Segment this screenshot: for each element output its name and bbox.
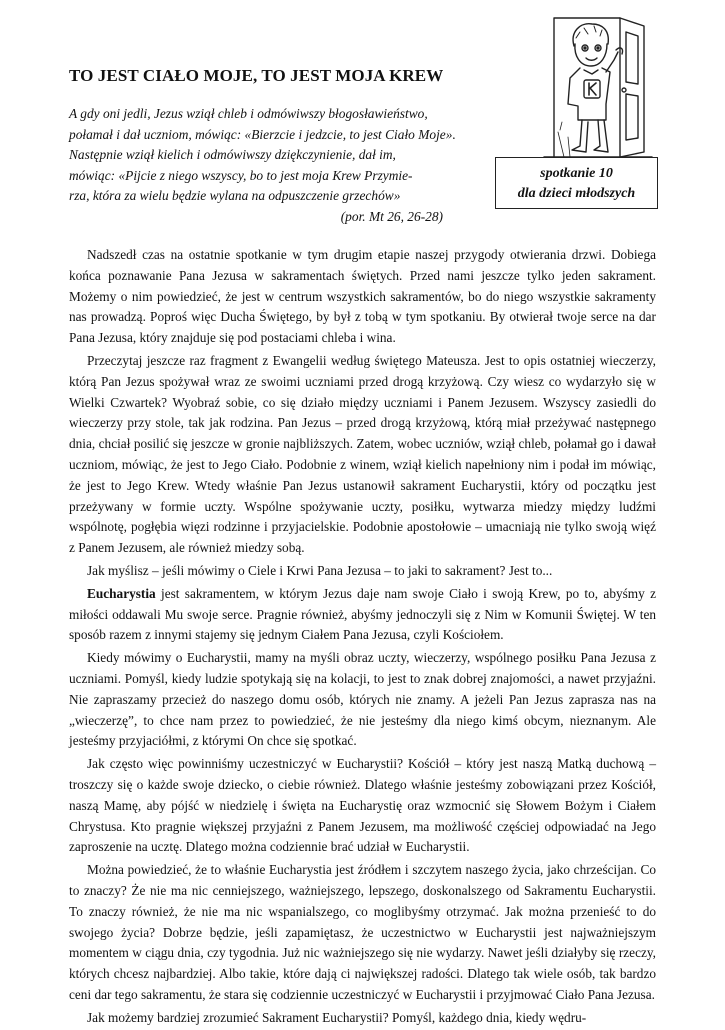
paragraph-text: jest sakramentem, w którym Jezus daje nam swoje Ciało i swoją Krew, po to, abyśmy z miłości oddawali Mu swoje serce. Pragnie również, abyśmy jednoczyli się z Nim w Komunii Świętej. W ten sposób razem z innymi stajemy się jednym Ciałem Pana Jezusa, czyli Kościołem. (69, 585, 656, 643)
paragraph (69, 584, 656, 646)
meeting-audience: dla dzieci młodszych (517, 186, 636, 201)
paragraph: Jak myślisz – jeśli mówimy o Ciele i Krwi Pana Jezusa – to jaki to sakrament? Jest to... (87, 562, 553, 578)
meeting-number: spotkanie 10 (540, 166, 613, 181)
paragraph: Jak często więc powinniśmy uczestniczyć w Eucharystii? Kościół – który jest naszą Matką duchową – troszczy się o każde swoje dziecko, o ciebie również. Dlatego właśnie jesteśmy zobowiązani przez Kościół, naszą Mamę, aby pójść w niedzielę i święta na Eucharystię oraz wzmocnić się Słowem Bożym i Ciałem Chrystusa. Kto pragnie większej przyjaźni z Panem Jezusem, ma możliwość częściej odpowiadać na Jego zaproszenie na ucztę. Dlatego można codziennie brać udział w Eucharystii. (69, 756, 656, 855)
scripture-quote (69, 104, 509, 227)
quote-line: mówiąc: «Pijcie z niego wszyscy, bo to jest moja Krew Przymie- (69, 167, 413, 183)
quote-line: A gdy oni jedli, Jezus wziął chleb i odmówiwszy błogosławieństwo, (69, 106, 428, 121)
paragraph: Kiedy mówimy o Eucharystii, mamy na myśli obraz uczty, wieczerzy, wspólnego posiłku Pana Jezusa z uczniami. Pomyśl, kiedy ludzie spotykają się na kolacji, to jest to znak dobrej znajomości, a nawet przyjaźni. Nie zapraszamy przecież do naszego domu osób, których nie znamy. A jeżeli Pan Jezus zaprasza nas na „wieczerzę”, to chce nam przez to powiedzieć, że nie jesteśmy dla niego kimś obcym, nieznanym. Ale jesteśmy przyjaciółmi, z którymi On chce się spotkać. (69, 650, 656, 749)
meeting-label-box (495, 157, 658, 209)
paragraph: Można powiedzieć, że to właśnie Eucharystia jest źródłem i szczytem naszego życia, jako chrześcijan. Co to znaczy? Że nie ma nic cenniejszego, ważniejszego, lepszego, doskonalszego od Sakramentu Eucharystii. To znaczy również, że nie ma nic wspanialszego, co moglibyśmy otrzymać. Jak można przenieść to do swojego życia? Dobrze będzie, jeśli zapamiętasz, że uczestnictwo w Eucharystii jest najważniejszym momentem w ciągu dnia, czy tygodnia. Już nic ważniejszego się nie wydarzy. Nawet jeśli działyby się rzeczy, których chcesz najbardziej. Albo takie, które dają ci największej radości. Dlatego tak wiele osób, tak bardzo ceni dar tego sakramentu, że stara się codziennie uczestniczyć w Eucharystii i przyjmować Ciało Pana Jezusa. (69, 862, 656, 1002)
paragraph: Jak możemy bardziej zrozumieć Sakrament Eucharystii? Pomyśl, każdego dnia, kiedy wędru- (87, 1009, 587, 1025)
quote-reference: (por. Mt 26, 26-28) (340, 208, 443, 224)
paragraph: Przeczytaj jeszcze raz fragment z Ewangelii według świętego Mateusza. Jest to opis ostatniej wieczerzy, którą Pan Jezus spożywał wraz ze swoimi uczniami przed drogą krzyżową. Czy wiesz co wydarzyło się w Wielki Czwartek? Wyobraź sobie, co się działo między uczniami i Panem Jezusem. Wszyscy zasiedli do wieczerzy przy stole, tak jak rodzina. Pan Jezus – przed drogą krzyżową, którą miał przeżywać następnego dnia, chciał posilić się jeszcze w gronie najbliższych. Zatem, wobec uczniów, wziął chleb, połamał go i dawał uczniom, mówiąc, że jest to Jego Ciało. Podobnie z winem, wziął kielich napełniony nim i podał im mówiąc, że jest to Jego Krew. Wtedy właśnie Pan Jezus ustanowił sakrament Eucharystii, który od początku jest przeżywany w formie uczty. Wspólne spożywanie uczty, posiłku, wytwarza miedzy między ludźmi wspólnotę, pogłębia więzi rodzinne i przyjacielskie. Podobnie apostołowie – umacniają nie tylko swoją więź z Panem Jezusem, ale również miedzy sobą. (69, 352, 656, 556)
paragraph: Nadszedł czas na ostatnie spotkanie w tym drugim etapie naszej przygody otwierania drzwi. Dobiega końca poznawanie Pana Jezusa w sakramentach świętych. Przed nami jeszcze tylko jeden sakrament. Możemy o nim powiedzieć, że jest w centrum wszystkich sakramentów, bo do niego wszystkie sakramenty nas prowadzą. Poproś więc Ducha Świętego, by był z tobą w tym spotkaniu. By otwierał twoje serce na dar Pana Jezusa, który znajduje się pod postaciami chleba i wina. (69, 247, 656, 346)
quote-line: połamał i dał uczniom, mówiąc: «Bierzcie i jedzcie, to jest Ciało Moje». (69, 126, 456, 142)
eucharist-term: Eucharystia (87, 585, 156, 601)
child-at-door-icon (540, 12, 658, 158)
body-text (69, 245, 656, 1030)
quote-line: Następnie wziął kielich i odmówiwszy dziękczynienie, dał im, (69, 147, 396, 162)
quote-line: rza, która za wielu będzie wylana na odpuszczenie grzechów» (69, 188, 401, 203)
page-title: TO JEST CIAŁO MOJE, TO JEST MOJA KREW (69, 66, 444, 85)
